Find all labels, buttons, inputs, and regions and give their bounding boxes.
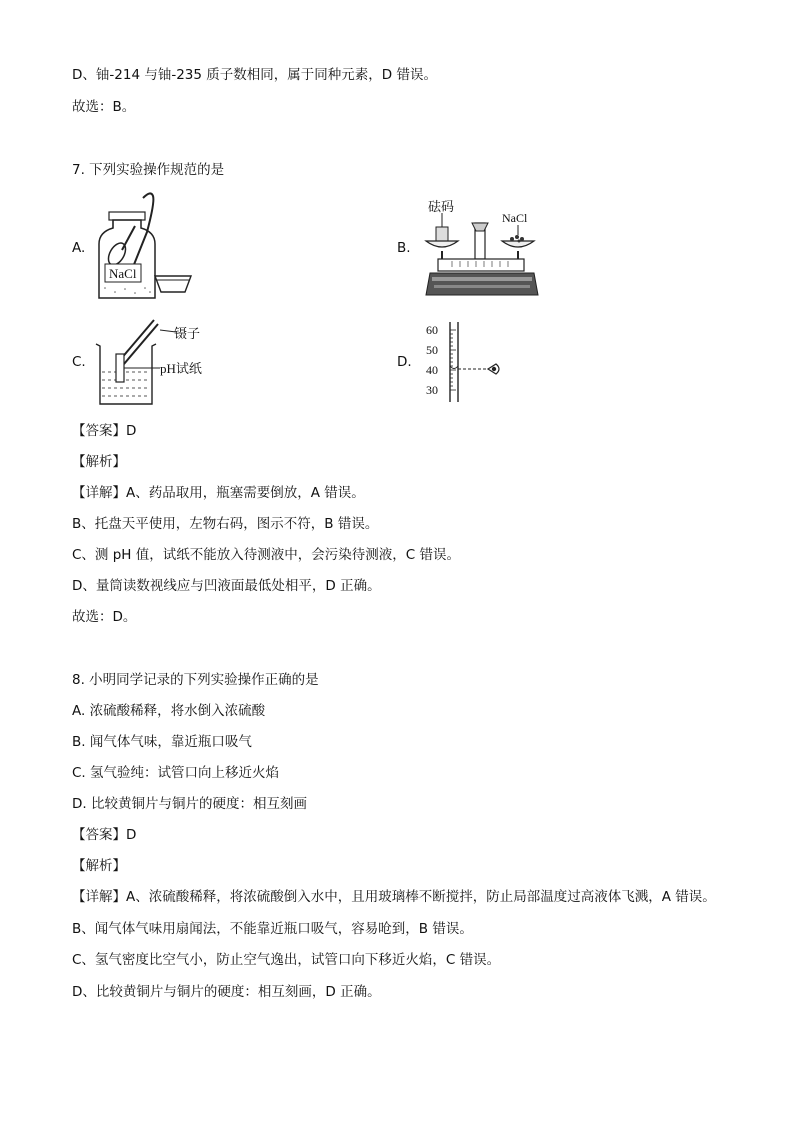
- q8-option-c: C. 氢气验纯：试管口向上移近火焰: [72, 765, 280, 781]
- q7-option-b-label: B.: [397, 240, 411, 256]
- q7-detail-c: C、测 pH 值，试纸不能放入待测液中，会污染待测液，C 错误。: [72, 547, 460, 563]
- q7-stem: 7. 下列实验操作规范的是: [72, 162, 225, 178]
- prev-analysis-d: D、铀-214 与铀-235 质子数相同，属于同种元素，D 错误。: [72, 67, 437, 83]
- q7-fig-d-tick-60: 60: [426, 323, 438, 337]
- q8-detail-d: D、比较黄铜片与铜片的硬度：相互刻画，D 正确。: [72, 984, 381, 1000]
- q7-fig-d-tick-40: 40: [426, 363, 438, 377]
- q7-fig-b-weight-label: 砝码: [428, 199, 455, 214]
- q8-option-d: D. 比较黄铜片与铜片的硬度：相互刻画: [72, 796, 307, 812]
- q7-detail-d: D、量筒读数视线应与凹液面最低处相平，D 正确。: [72, 578, 381, 594]
- q7-analysis-title: 【解析】: [72, 454, 126, 470]
- q7-detail-b: B、托盘天平使用，左物右码，图示不符，B 错误。: [72, 516, 379, 532]
- q8-answer: 【答案】D: [72, 827, 137, 843]
- q7-answer: 【答案】D: [72, 423, 137, 439]
- q8-option-a: A. 浓硫酸稀释，将水倒入浓硫酸: [72, 703, 266, 719]
- q7-figure-c-ph-test: [92, 318, 222, 410]
- q7-fig-b-salt-label: NaCl: [502, 211, 528, 225]
- q7-option-c-label: C.: [72, 354, 86, 370]
- q7-fig-c-tweezers-label: 镊子: [174, 326, 201, 341]
- q7-choice: 故选：D。: [72, 609, 137, 625]
- q7-figure-d-cylinder: [422, 320, 512, 404]
- q8-stem: 8. 小明同学记录的下列实验操作正确的是: [72, 672, 319, 688]
- q7-fig-d-tick-30: 30: [426, 383, 438, 397]
- q7-fig-c-paper-label: pH试纸: [160, 361, 202, 376]
- prev-choice: 故选：B。: [72, 99, 136, 115]
- q7-option-a-label: A.: [72, 240, 86, 256]
- q7-detail-a: 【详解】A、药品取用，瓶塞需要倒放，A 错误。: [72, 485, 365, 501]
- q7-option-d-label: D.: [397, 354, 412, 370]
- q8-detail-c: C、氢气密度比空气小，防止空气逸出，试管口向下移近火焰，C 错误。: [72, 952, 501, 968]
- q8-analysis-title: 【解析】: [72, 858, 126, 874]
- q7-fig-a-label: NaCl: [109, 266, 137, 281]
- q7-figure-b-balance: [422, 195, 542, 303]
- q8-detail-a: 【详解】A、浓硫酸稀释，将浓硫酸倒入水中，且用玻璃棒不断搅拌，防止局部温度过高液体飞溅，A 错误。: [72, 889, 716, 905]
- q8-detail-b: B、闻气体气味用扇闻法，不能靠近瓶口吸气，容易呛到，B 错误。: [72, 921, 473, 937]
- q8-option-b: B. 闻气体气味，靠近瓶口吸气: [72, 734, 252, 750]
- q7-figure-a-reagent-bottle: [95, 192, 225, 304]
- q7-fig-d-tick-50: 50: [426, 343, 438, 357]
